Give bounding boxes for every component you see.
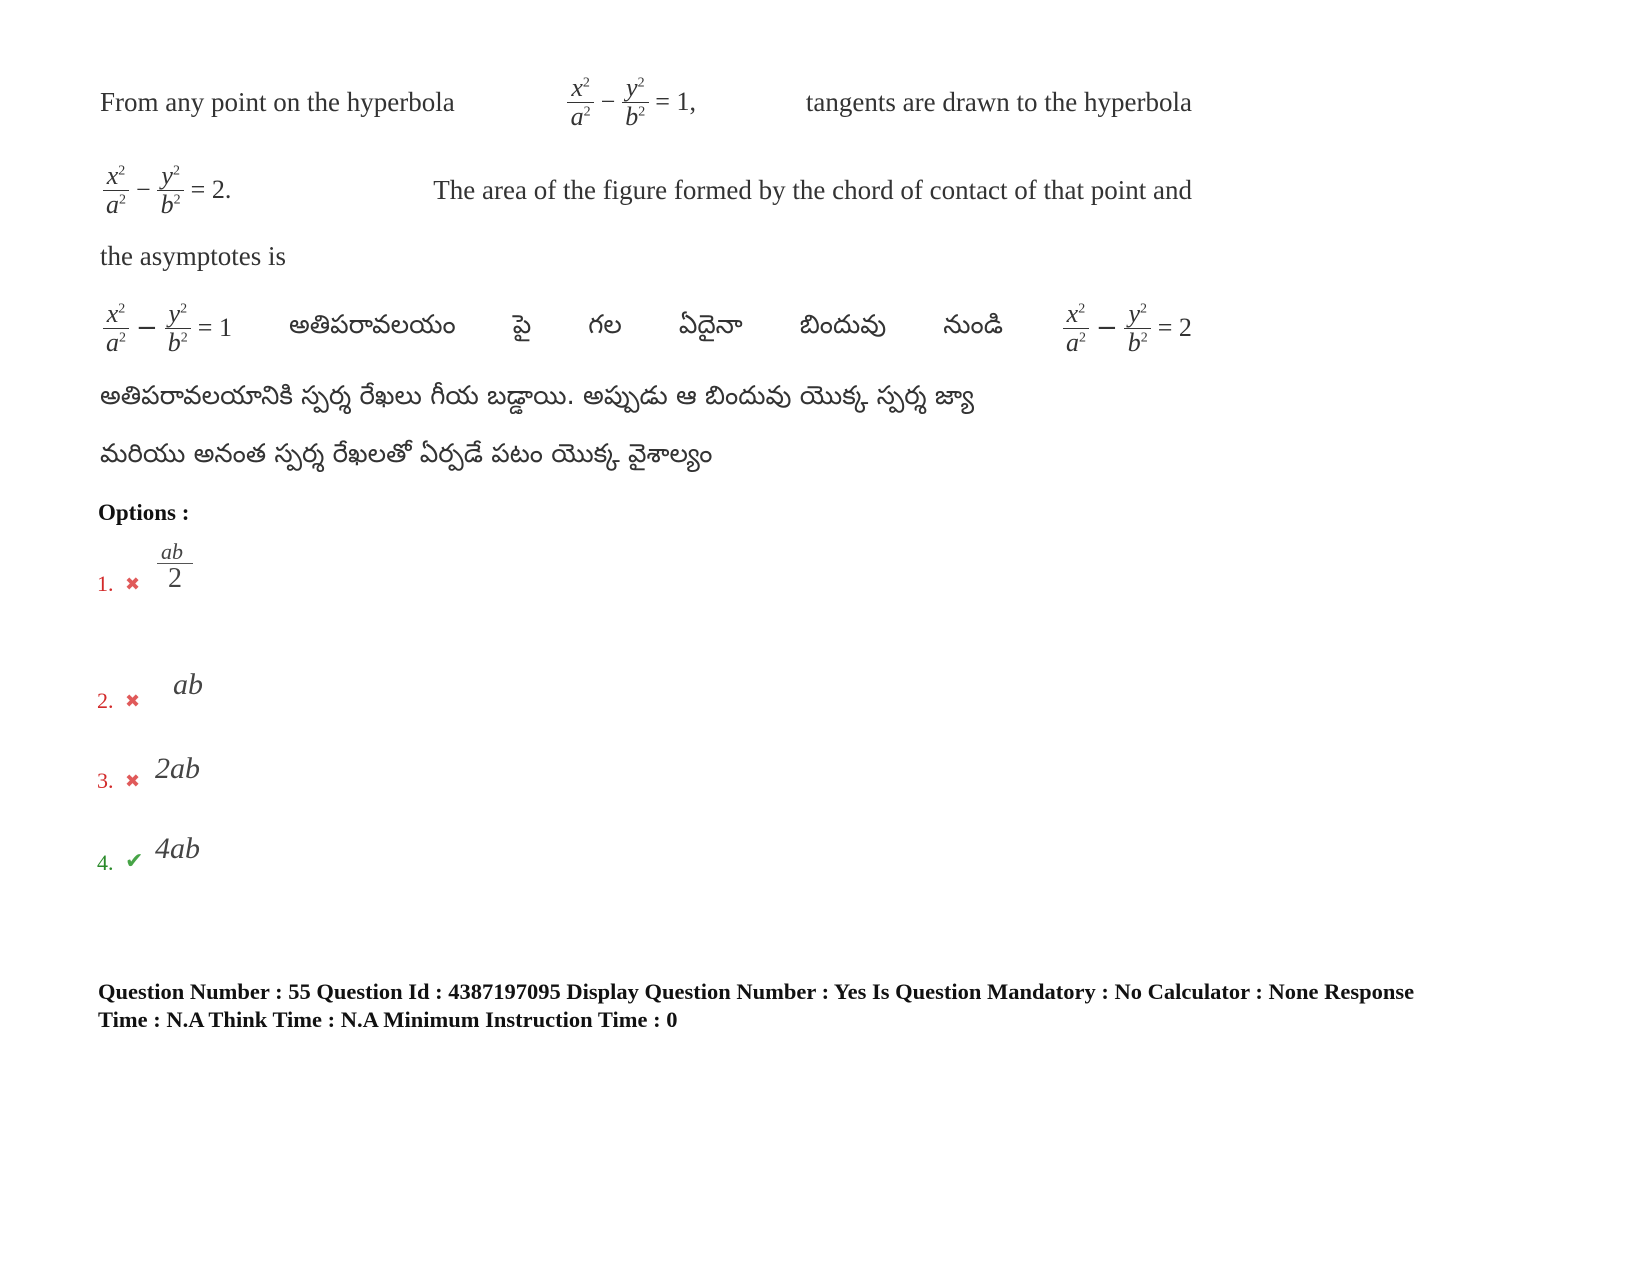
option-value: $\frac{ab}{2}$ <box>157 540 193 593</box>
option-value: 2ab <box>155 752 200 785</box>
question-line-1 <box>100 58 1192 146</box>
hyperbola-equation-2: $\frac{x^2}{a^2}$ − $\frac{y^2}{b^2}$ = 2. <box>100 162 231 218</box>
wrong-mark-icon: ✖ <box>125 691 141 711</box>
metadata-line-1: Question Number : 55 Question Id : 4387197095 Display Question Number : Yes Is Question Mandatory : No Calculator : None Response <box>98 979 1415 1004</box>
option-number: 4. <box>97 850 114 875</box>
telugu-word: బిందువు <box>799 310 887 340</box>
wrong-mark-icon: ✖ <box>125 574 141 595</box>
eq1-den-a: a <box>570 101 584 131</box>
options-label: Options : <box>98 500 190 525</box>
telugu-equation-1: $\frac{x^2}{a^2}$ − $\frac{y^2}{b^2}$ = 1 <box>100 300 232 356</box>
option-value: 4ab <box>155 832 200 865</box>
option-4 <box>97 832 200 876</box>
option-1 <box>97 540 195 597</box>
question-line-2 <box>100 146 1192 234</box>
question-text-english <box>100 58 1192 278</box>
correct-check-icon: ✔ <box>125 848 144 873</box>
telugu-equation-2: $\frac{x^2}{a^2}$ − $\frac{y^2}{b^2}$ = 2 <box>1060 300 1192 356</box>
hyperbola-equation-1: $\frac{x^2}{a^2}$ − $\frac{y^2}{b^2}$ = 1, <box>565 74 696 130</box>
eq1-den-b: b <box>625 101 639 131</box>
telugu-line-3: మరియు అనంత స్పర్శ రేఖలతో ఏర్పడే పటం యొక్క వైశాల్యం <box>100 439 713 469</box>
option-number: 3. <box>97 768 114 793</box>
wrong-mark-icon: ✖ <box>125 771 141 791</box>
question-line-3: the asymptotes is <box>100 240 286 271</box>
option-2 <box>97 668 203 714</box>
telugu-word: గల <box>588 310 622 340</box>
question-metadata <box>98 978 1568 1034</box>
telugu-word: అతిపరావలయం <box>288 310 456 340</box>
option-number: 1. <box>97 571 114 597</box>
question-line-2-text: The area of the figure formed by the chord of contact of that point and <box>433 174 1192 205</box>
eq1-num-y: y <box>626 73 638 103</box>
question-line-1-text-a: From any point on the hyperbola <box>100 86 455 117</box>
question-line-1-text-b: tangents are drawn to the hyperbola <box>805 86 1192 117</box>
telugu-word: పై <box>512 310 532 340</box>
question-text-telugu <box>100 286 1192 486</box>
option-value: ab <box>173 668 203 701</box>
telugu-line-1 <box>100 286 1192 370</box>
eq1-num-x: x <box>571 73 583 103</box>
telugu-word: ఏదైనా <box>678 310 743 340</box>
option-3 <box>97 752 200 794</box>
option-number: 2. <box>97 688 114 713</box>
metadata-line-2: Time : N.A Think Time : N.A Minimum Instruction Time : 0 <box>98 1007 678 1032</box>
telugu-word: నుండి <box>943 310 1003 340</box>
telugu-line-2: అతిపరావలయానికి స్పర్శ రేఖలు గీయ బడ్డాయి. అప్పుడు ఆ బిందువు యొక్క స్పర్శ జ్యా <box>100 381 974 411</box>
